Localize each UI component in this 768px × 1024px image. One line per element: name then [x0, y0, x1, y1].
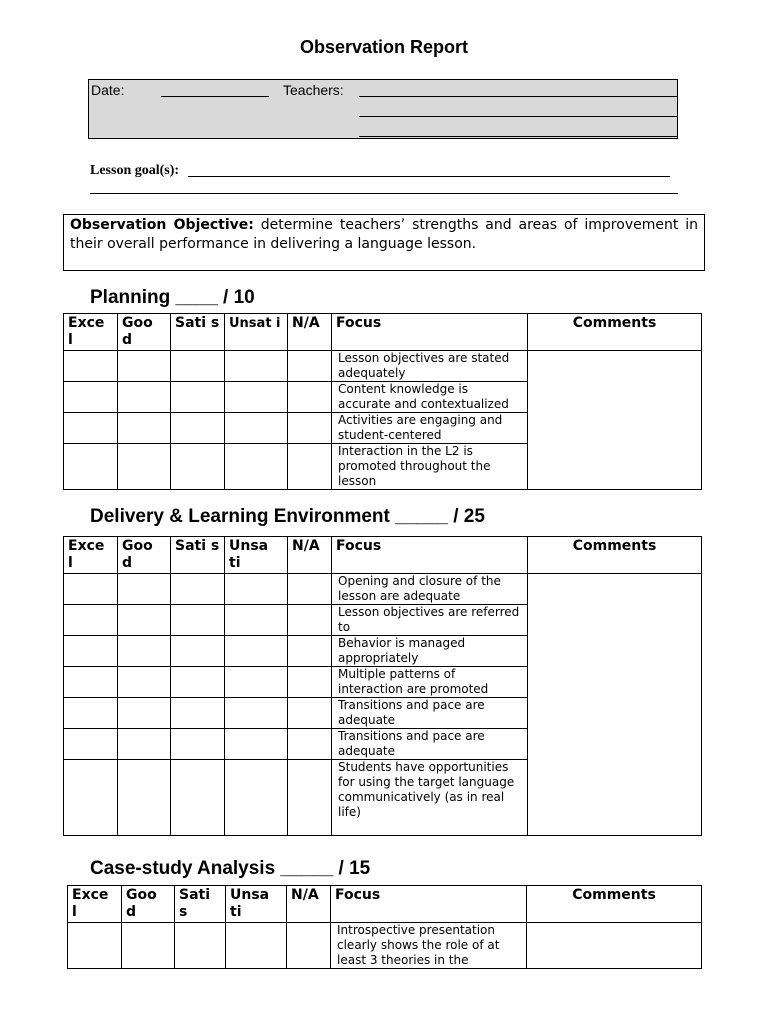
rating-cell[interactable]: [64, 444, 118, 490]
table-row: [64, 574, 702, 605]
rating-cell[interactable]: [64, 729, 118, 760]
lesson-goals-label: Lesson goal(s):: [90, 163, 180, 178]
rating-cell[interactable]: [225, 413, 288, 444]
focus-cell: Lesson objectives are referred to: [332, 605, 528, 636]
teacher-line-2: [359, 116, 677, 117]
rating-cell[interactable]: [288, 636, 332, 667]
rating-cell[interactable]: [288, 760, 332, 836]
rating-cell[interactable]: [118, 413, 171, 444]
focus-cell: Lesson objectives are stated adequately: [332, 351, 528, 382]
teacher-line-1: [359, 96, 677, 97]
rating-cell[interactable]: [64, 636, 118, 667]
focus-cell: Interaction in the L2 is promoted throughout the lesson: [332, 444, 528, 490]
table-row: [68, 923, 702, 969]
date-label: Date:: [91, 82, 125, 98]
rating-cell[interactable]: [118, 351, 171, 382]
col-header-excel: Exce l: [68, 886, 122, 923]
col-header-good: Goo d: [118, 314, 171, 351]
col-header-unsati: Unsa ti: [226, 886, 287, 923]
rating-cell[interactable]: [118, 729, 171, 760]
rating-cell[interactable]: [64, 760, 118, 836]
rating-cell[interactable]: [171, 574, 225, 605]
rating-cell[interactable]: [118, 636, 171, 667]
comments-cell[interactable]: [528, 351, 702, 490]
focus-cell: Activities are engaging and student-centered: [332, 413, 528, 444]
col-header-na: N/A: [288, 537, 332, 574]
rating-cell[interactable]: [171, 698, 225, 729]
rating-cell[interactable]: [64, 574, 118, 605]
focus-cell: Content knowledge is accurate and contextualized: [332, 382, 528, 413]
page-title: Observation Report: [299, 37, 469, 57]
col-header-satis: Sati s: [175, 886, 226, 923]
focus-cell: Transitions and pace are adequate: [332, 729, 528, 760]
rating-cell[interactable]: [288, 351, 332, 382]
rating-cell[interactable]: [225, 351, 288, 382]
rating-cell[interactable]: [122, 923, 175, 969]
rating-cell[interactable]: [287, 923, 331, 969]
lesson-goal-line-1: [188, 176, 670, 177]
rating-cell[interactable]: [64, 605, 118, 636]
delivery-table: [63, 536, 702, 836]
rating-cell[interactable]: [225, 605, 288, 636]
focus-cell: Behavior is managed appropriately: [332, 636, 528, 667]
rating-cell[interactable]: [118, 667, 171, 698]
rating-cell[interactable]: [288, 574, 332, 605]
date-line: [161, 96, 269, 97]
col-header-comments: Comments: [528, 314, 702, 351]
rating-cell[interactable]: [68, 923, 122, 969]
rating-cell[interactable]: [288, 605, 332, 636]
rating-cell[interactable]: [288, 382, 332, 413]
rating-cell[interactable]: [171, 351, 225, 382]
col-header-satis: Sati s: [171, 537, 225, 574]
rating-cell[interactable]: [225, 444, 288, 490]
rating-cell[interactable]: [118, 605, 171, 636]
table-row: [64, 351, 702, 382]
rating-cell[interactable]: [171, 444, 225, 490]
col-header-comments: Comments: [527, 886, 702, 923]
rating-cell[interactable]: [288, 698, 332, 729]
col-header-focus: Focus: [332, 314, 528, 351]
rating-cell[interactable]: [175, 923, 226, 969]
planning-table: [63, 313, 702, 490]
rating-cell[interactable]: [225, 636, 288, 667]
section-title-planning: Planning ____ / 10: [90, 287, 255, 308]
rating-cell[interactable]: [288, 667, 332, 698]
col-header-good: Goo d: [122, 886, 175, 923]
col-header-unsati: Unsa ti: [225, 537, 288, 574]
col-header-comments: Comments: [528, 537, 702, 574]
rating-cell[interactable]: [64, 382, 118, 413]
rating-cell[interactable]: [225, 574, 288, 605]
teachers-label: Teachers:: [283, 82, 344, 98]
section-title-case-study: Case-study Analysis _____ / 15: [90, 858, 371, 879]
rating-cell[interactable]: [171, 760, 225, 836]
rating-cell[interactable]: [225, 729, 288, 760]
focus-cell: Introspective presentation clearly shows the role of at least 3 theories in the: [331, 923, 527, 969]
rating-cell[interactable]: [64, 667, 118, 698]
rating-cell[interactable]: [225, 667, 288, 698]
rating-cell[interactable]: [288, 444, 332, 490]
rating-cell[interactable]: [171, 729, 225, 760]
col-header-satis: Sati s: [171, 314, 225, 351]
header-box: [88, 79, 678, 139]
focus-cell: Multiple patterns of interaction are promoted: [332, 667, 528, 698]
rating-cell[interactable]: [171, 413, 225, 444]
focus-cell: Opening and closure of the lesson are adequate: [332, 574, 528, 605]
lesson-goal-line-2: [90, 193, 678, 194]
rating-cell[interactable]: [118, 444, 171, 490]
rating-cell[interactable]: [118, 698, 171, 729]
objective-box: [63, 214, 705, 271]
col-header-focus: Focus: [331, 886, 527, 923]
rating-cell[interactable]: [64, 413, 118, 444]
rating-cell[interactable]: [64, 351, 118, 382]
rating-cell[interactable]: [171, 667, 225, 698]
col-header-excel: Exce l: [64, 537, 118, 574]
comments-cell[interactable]: [527, 923, 702, 969]
col-header-good: Goo d: [118, 537, 171, 574]
col-header-na: N/A: [288, 314, 332, 351]
section-title-delivery: Delivery & Learning Environment _____ / 25: [90, 506, 485, 527]
rating-cell[interactable]: [64, 698, 118, 729]
rating-cell[interactable]: [171, 382, 225, 413]
objective-text: determine teachers’ strengths and areas of improvement in their overall performance in delivering a language lesson.: [70, 217, 699, 252]
rating-cell[interactable]: [171, 605, 225, 636]
rating-cell[interactable]: [226, 923, 287, 969]
rating-cell[interactable]: [288, 413, 332, 444]
focus-cell: Transitions and pace are adequate: [332, 698, 528, 729]
col-header-focus: Focus: [332, 537, 528, 574]
case-study-table: [67, 885, 702, 969]
col-header-na: N/A: [287, 886, 331, 923]
rating-cell[interactable]: [118, 382, 171, 413]
comments-cell[interactable]: [528, 574, 702, 836]
rating-cell[interactable]: [171, 636, 225, 667]
rating-cell[interactable]: [225, 698, 288, 729]
rating-cell[interactable]: [288, 729, 332, 760]
rating-cell[interactable]: [118, 760, 171, 836]
rating-cell[interactable]: [225, 382, 288, 413]
objective-label: Observation Objective:: [70, 217, 254, 233]
rating-cell[interactable]: [225, 760, 288, 836]
rating-cell[interactable]: [118, 574, 171, 605]
col-header-unsati: Unsat i: [225, 314, 288, 351]
focus-cell: Students have opportunities for using the target language communicatively (as in real life): [332, 760, 528, 836]
teacher-line-3: [359, 136, 677, 137]
col-header-excel: Exce l: [64, 314, 118, 351]
